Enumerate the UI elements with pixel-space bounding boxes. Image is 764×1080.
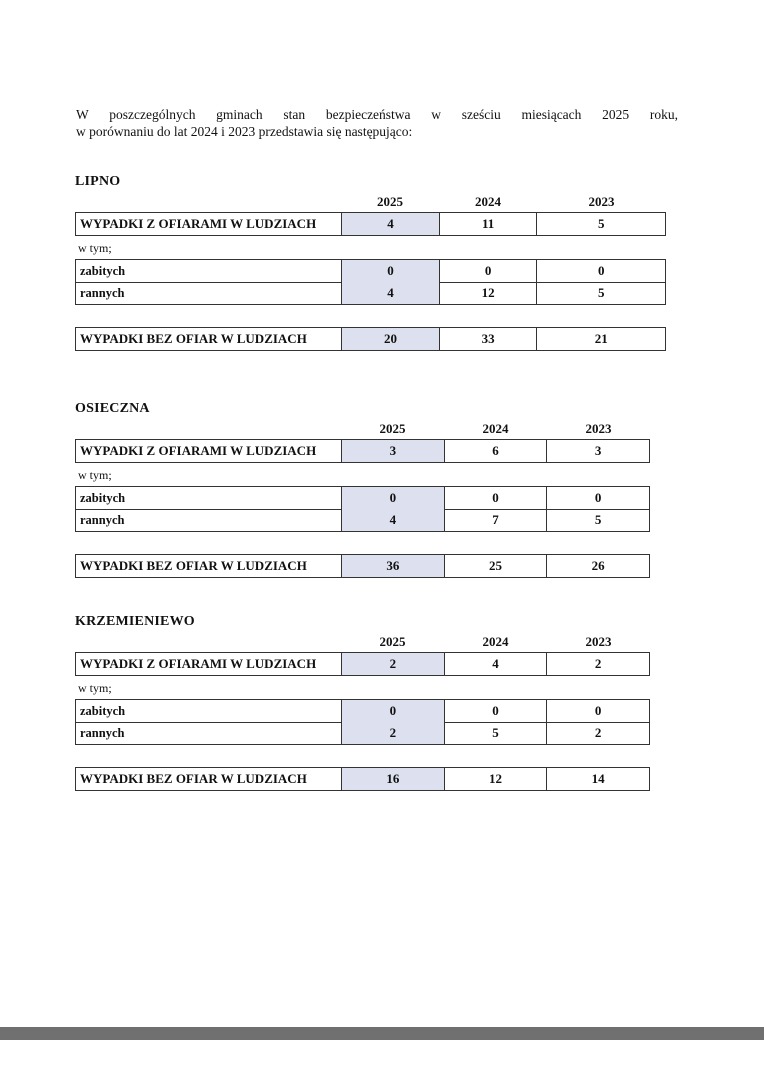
row-label: zabitych bbox=[80, 490, 126, 505]
value-cell-2025: 4 bbox=[341, 509, 444, 531]
value-cell-2023: 0 bbox=[546, 487, 649, 509]
row-label: zabitych bbox=[80, 703, 126, 718]
value-cell-2025: 16 bbox=[341, 768, 444, 790]
section-title: KRZEMIENIEWO bbox=[75, 614, 195, 629]
section-krzemieniewo bbox=[75, 614, 667, 786]
year-header: 2025 bbox=[377, 194, 403, 209]
value-cell-2023: 0 bbox=[546, 700, 649, 722]
table-row-injured bbox=[75, 722, 650, 745]
row-label: rannych bbox=[80, 725, 125, 740]
section-osieczna bbox=[75, 401, 667, 573]
value-cell-2023: 2 bbox=[546, 653, 649, 675]
table-row-killed bbox=[75, 259, 666, 283]
section-lipno bbox=[75, 174, 667, 346]
value-cell-2023: 5 bbox=[546, 509, 649, 531]
table-row-accidents-with-victims bbox=[75, 439, 650, 463]
value-cell-2025: 2 bbox=[341, 653, 444, 675]
row-label: WYPADKI BEZ OFIAR W LUDZIACH bbox=[80, 331, 307, 346]
row-label: WYPADKI Z OFIARAMI W LUDZIACH bbox=[80, 443, 317, 458]
year-header: 2024 bbox=[482, 421, 509, 436]
table-row-accidents-with-victims bbox=[75, 652, 650, 676]
value-cell-2024: 5 bbox=[444, 722, 547, 744]
intro-paragraph bbox=[76, 106, 678, 140]
table-row-killed bbox=[75, 486, 650, 510]
value-cell-2024: 0 bbox=[444, 700, 547, 722]
value-cell-2025: 0 bbox=[341, 700, 444, 722]
value-cell-2024: 25 bbox=[444, 555, 547, 577]
value-cell-2024: 33 bbox=[439, 328, 537, 350]
footer-bar bbox=[0, 1027, 764, 1040]
value-cell-2023: 26 bbox=[546, 555, 649, 577]
intro-line-2: w porównaniu do lat 2024 i 2023 przedstawia się następująco: bbox=[76, 124, 413, 139]
table-row-injured bbox=[75, 282, 666, 305]
value-cell-2025: 2 bbox=[341, 722, 444, 744]
year-header: 2024 bbox=[482, 634, 509, 649]
subheader-w-tym: w tym; bbox=[78, 681, 112, 695]
row-label: WYPADKI BEZ OFIAR W LUDZIACH bbox=[80, 558, 307, 573]
year-header: 2025 bbox=[379, 634, 406, 649]
year-header: 2024 bbox=[475, 194, 501, 209]
table-row-accidents-with-victims bbox=[75, 212, 666, 236]
row-label: zabitych bbox=[80, 263, 126, 278]
year-header: 2023 bbox=[588, 194, 615, 209]
table-row-accidents-without-victims bbox=[75, 767, 650, 791]
table-row-accidents-without-victims bbox=[75, 327, 666, 351]
table-row-accidents-without-victims bbox=[75, 554, 650, 578]
value-cell-2025: 0 bbox=[341, 260, 439, 282]
year-header: 2023 bbox=[585, 634, 612, 649]
row-label: WYPADKI Z OFIARAMI W LUDZIACH bbox=[80, 656, 317, 671]
value-cell-2023: 2 bbox=[546, 722, 649, 744]
value-cell-2024: 11 bbox=[439, 213, 537, 235]
subheader-w-tym: w tym; bbox=[78, 468, 112, 482]
value-cell-2025: 4 bbox=[341, 282, 439, 304]
value-cell-2023: 5 bbox=[536, 282, 665, 304]
intro-line-1: W poszczególnych gminach stan bezpieczeństwa w sześciu miesiącach 2025 roku, bbox=[76, 107, 678, 122]
value-cell-2025: 0 bbox=[341, 487, 444, 509]
value-cell-2025: 36 bbox=[341, 555, 444, 577]
table-row-killed bbox=[75, 699, 650, 723]
section-title: OSIECZNA bbox=[75, 401, 150, 416]
value-cell-2025: 20 bbox=[341, 328, 439, 350]
year-header: 2025 bbox=[379, 421, 406, 436]
table-row-injured bbox=[75, 509, 650, 532]
row-label: rannych bbox=[80, 512, 125, 527]
value-cell-2024: 6 bbox=[444, 440, 547, 462]
value-cell-2024: 12 bbox=[444, 768, 547, 790]
row-label: WYPADKI BEZ OFIAR W LUDZIACH bbox=[80, 771, 307, 786]
row-label: rannych bbox=[80, 285, 125, 300]
value-cell-2023: 0 bbox=[536, 260, 665, 282]
value-cell-2024: 12 bbox=[439, 282, 537, 304]
value-cell-2023: 3 bbox=[546, 440, 649, 462]
value-cell-2025: 4 bbox=[341, 213, 439, 235]
value-cell-2024: 0 bbox=[439, 260, 537, 282]
value-cell-2024: 7 bbox=[444, 509, 547, 531]
value-cell-2024: 4 bbox=[444, 653, 547, 675]
section-title: LIPNO bbox=[75, 174, 121, 189]
row-label: WYPADKI Z OFIARAMI W LUDZIACH bbox=[80, 216, 317, 231]
value-cell-2024: 0 bbox=[444, 487, 547, 509]
value-cell-2023: 14 bbox=[546, 768, 649, 790]
subheader-w-tym: w tym; bbox=[78, 241, 112, 255]
value-cell-2025: 3 bbox=[341, 440, 444, 462]
value-cell-2023: 21 bbox=[536, 328, 665, 350]
year-header: 2023 bbox=[585, 421, 612, 436]
value-cell-2023: 5 bbox=[536, 213, 665, 235]
